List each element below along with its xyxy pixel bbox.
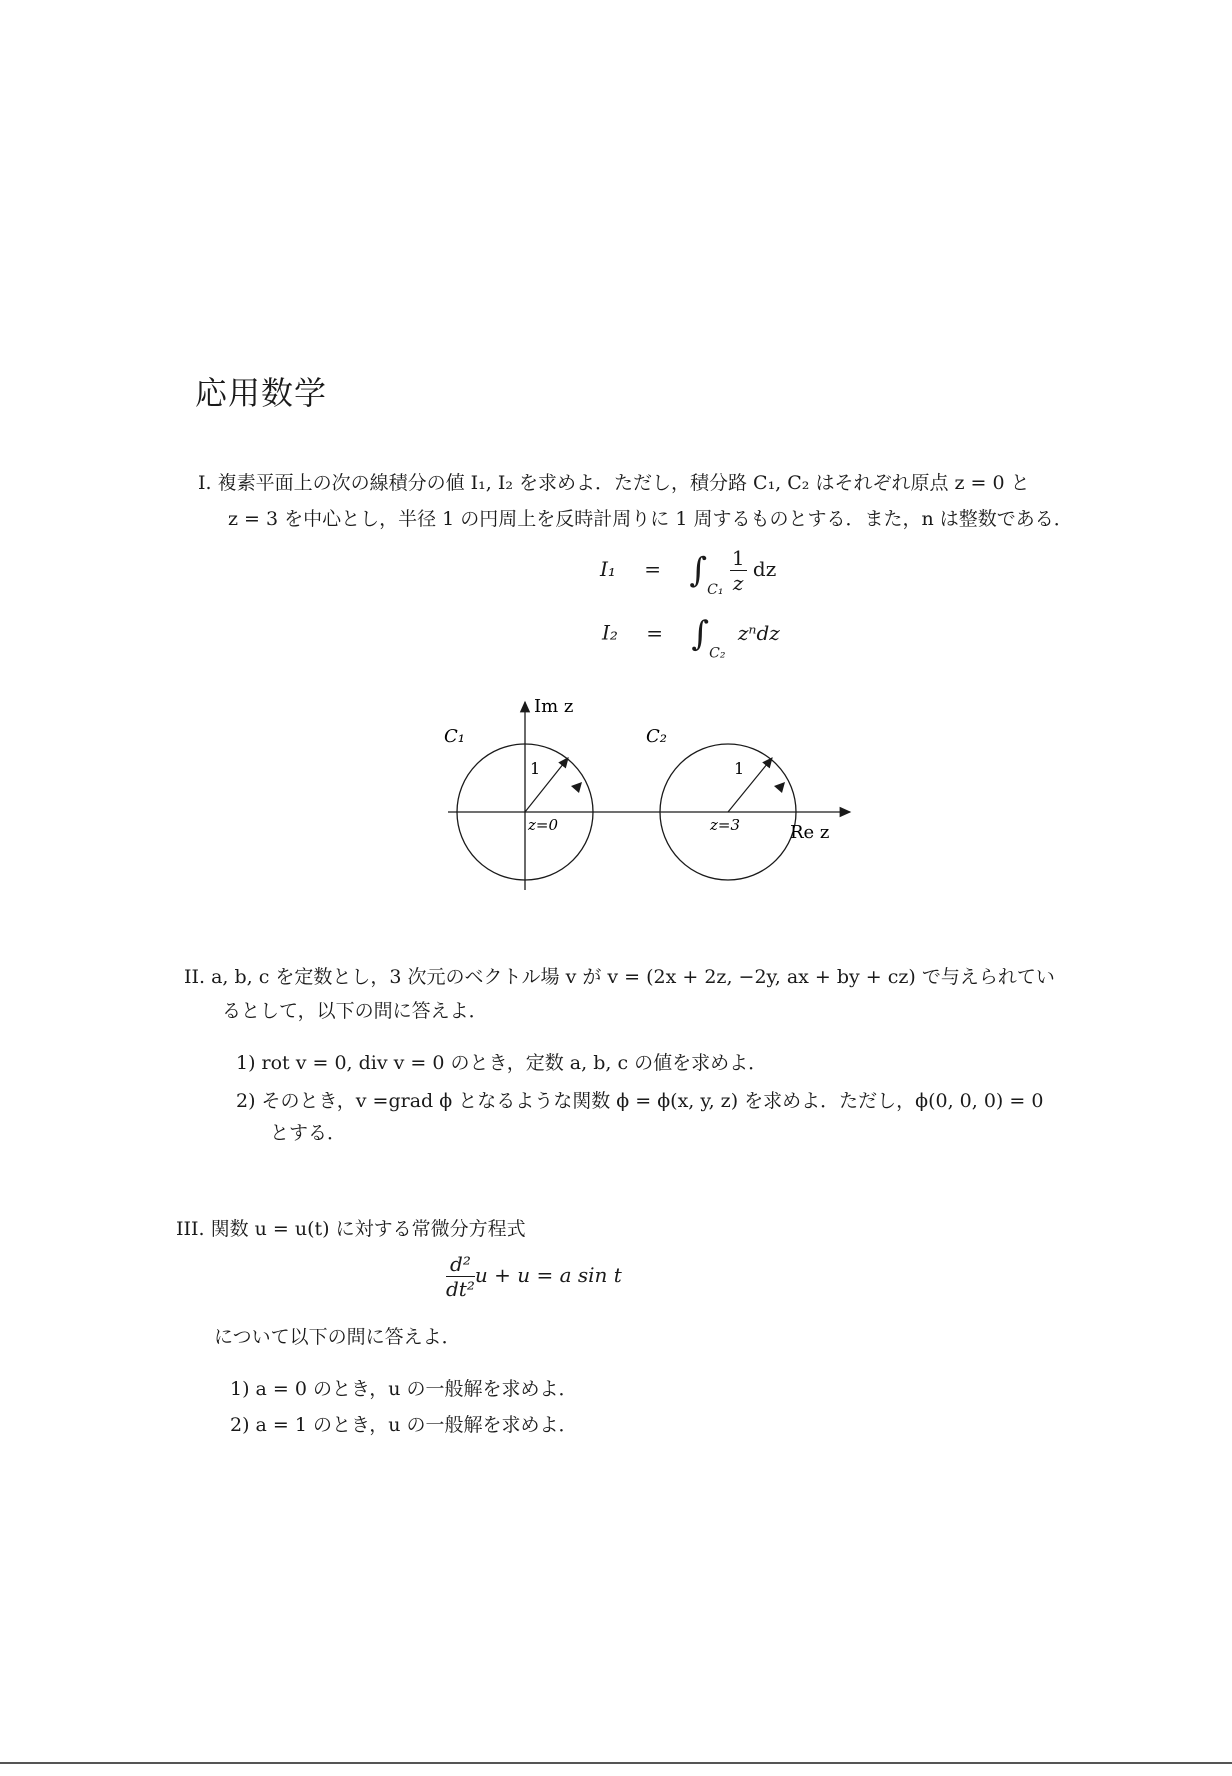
origin-label: z=0 (528, 816, 559, 834)
eq1-equals: = (644, 557, 662, 581)
eq2-equals: = (646, 620, 664, 645)
eq1-denominator: z (732, 571, 744, 595)
page-title: 応用数学 (195, 374, 328, 412)
direction-arrow-c2 (774, 782, 785, 793)
eq1-integral-sign: ∫ (689, 550, 708, 591)
re-axis-label: Re z (790, 822, 830, 843)
direction-arrow-c1 (571, 782, 582, 793)
radius-label-c1: 1 (530, 759, 541, 778)
q1-equation-1 (600, 546, 776, 598)
c2-label: C₂ (646, 726, 667, 747)
im-axis-label: Im z (534, 696, 574, 717)
eq2-subscript: C₂ (709, 645, 726, 662)
q3-ode-equation (446, 1252, 622, 1301)
q1-text-line2: z = 3 を中心とし，半径 1 の円周上を反時計周りに 1 周するものとする．また，n は整数である． (228, 508, 1073, 530)
eq1-fraction (730, 546, 747, 595)
q3-text-line2: について以下の問に答えよ． (214, 1326, 461, 1348)
q3-text-line1: III. 関数 u = u(t) に対する常微分方程式 (176, 1218, 526, 1240)
q2-item-2-line1: 2) そのとき，v =grad ϕ となるような関数 ϕ = ϕ(x, y, z) を求めよ．ただし，ϕ(0, 0, 0) = 0 (236, 1090, 1044, 1112)
eq1-dz: dz (752, 557, 777, 581)
q3-item-1: 1) a = 0 のとき，u の一般解を求めよ． (230, 1378, 578, 1400)
ode-denominator: dt² (446, 1277, 475, 1301)
eq2-lhs: I₂ (602, 620, 618, 645)
contour-figure (430, 690, 870, 900)
ode-rest: u + u = a sin t (474, 1263, 622, 1287)
ode-fraction (446, 1252, 475, 1301)
ode-numerator: d² (446, 1252, 475, 1277)
bottom-scan-edge (0, 1762, 1232, 1764)
eq1-lhs: I₁ (600, 557, 616, 581)
eq1-numerator: 1 (731, 546, 745, 570)
q1-text-line1: I. 複素平面上の次の線積分の値 I₁, I₂ を求めよ．ただし，積分路 C₁, C₂ はそれぞれ原点 z = 0 と (198, 472, 1030, 494)
q3-item-2: 2) a = 1 のとき，u の一般解を求めよ． (230, 1414, 578, 1436)
q2-item-2-line2: とする． (270, 1122, 347, 1144)
eq2-body: zⁿdz (737, 620, 780, 645)
q2-text-line2: るとして，以下の問に答えよ． (222, 1000, 488, 1022)
center-c2-label: z=3 (710, 816, 741, 834)
q2-text-line1: II. a, b, c を定数とし，3 次元のベクトル場 v が v = (2x + 2z, −2y, ax + by + cz) で与えられてい (184, 966, 1055, 988)
eq1-subscript: C₁ (707, 582, 724, 598)
radius-label-c2: 1 (734, 759, 745, 778)
q1-equation-2 (602, 614, 780, 662)
eq2-integral-sign: ∫ (691, 614, 710, 654)
c1-label: C₁ (444, 726, 465, 747)
q2-item-1: 1) rot v = 0, div v = 0 のとき，定数 a, b, c の値を求めよ． (236, 1052, 768, 1074)
